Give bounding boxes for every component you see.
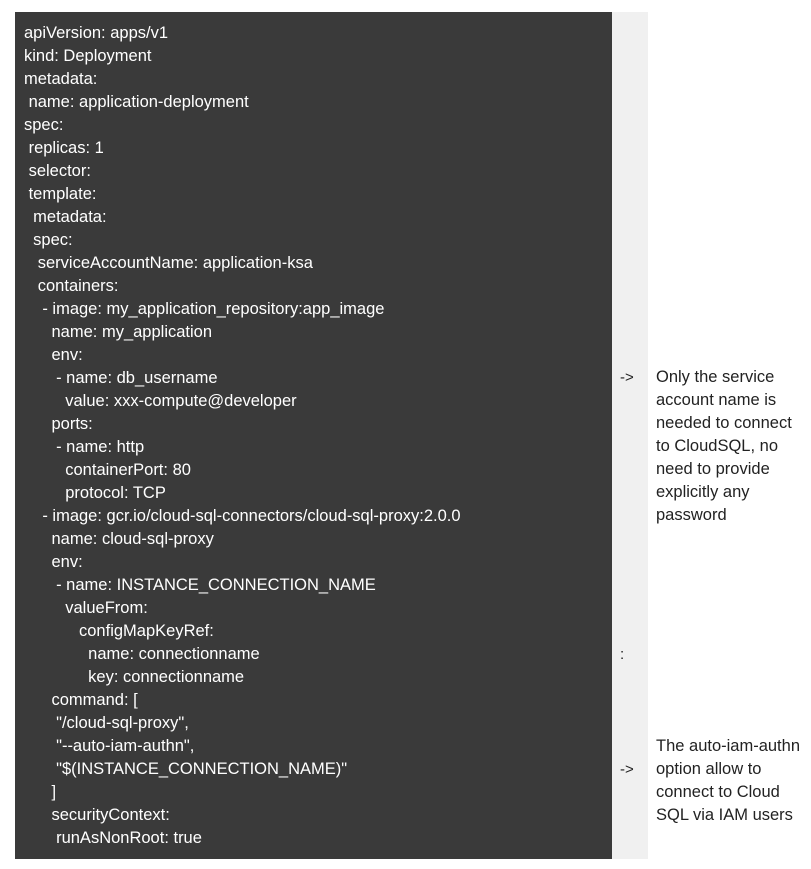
code-line: metadata: (24, 70, 98, 88)
code-line: spec: (24, 116, 64, 134)
code-line: - image: gcr.io/cloud-sql-connectors/cloud-sql-proxy:2.0.0 (24, 507, 461, 525)
code-line: protocol: TCP (24, 484, 166, 502)
code-line: - name: http (24, 438, 145, 456)
code-line: apiVersion: apps/v1 (24, 24, 169, 42)
code-line: "--auto-iam-authn", (24, 737, 195, 755)
code-line: ports: (24, 415, 93, 433)
code-line: kind: Deployment (24, 47, 152, 65)
note-service-account: Only the service account name is needed to connect to CloudSQL, no need to provide explicitly any password (656, 368, 792, 524)
yaml-code-panel (15, 12, 612, 859)
code-line: - name: INSTANCE_CONNECTION_NAME (24, 576, 376, 594)
code-line: serviceAccountName: application-ksa (24, 254, 313, 272)
code-line: runAsNonRoot: true (24, 829, 202, 847)
arrow-marker-service-account: -> (620, 369, 634, 386)
code-line: ] (24, 783, 57, 801)
code-line: template: (24, 185, 97, 203)
code-line: name: cloud-sql-proxy (24, 530, 214, 548)
code-line: env: (24, 553, 83, 571)
colon-marker: : (620, 646, 625, 663)
code-line: key: connectionname (24, 668, 245, 686)
code-line: valueFrom: (24, 599, 148, 617)
code-line: name: application-deployment (24, 93, 249, 111)
arrow-marker-auto-iam: -> (620, 761, 634, 778)
code-line: metadata: (24, 208, 107, 226)
code-line: containerPort: 80 (24, 461, 191, 479)
code-line: securityContext: (24, 806, 170, 824)
annotation-gutter (612, 12, 648, 859)
note-auto-iam-authn: The auto-iam-authn option allow to connect to Cloud SQL via IAM users (656, 737, 800, 824)
code-line: command: [ (24, 691, 138, 709)
code-line: name: my_application (24, 323, 213, 341)
code-line: configMapKeyRef: (24, 622, 214, 640)
code-line: env: (24, 346, 83, 364)
code-line: replicas: 1 (24, 139, 104, 157)
code-line: containers: (24, 277, 119, 295)
code-line: - name: db_username (24, 369, 218, 387)
code-line: selector: (24, 162, 91, 180)
code-line: value: xxx-compute@developer (24, 392, 297, 410)
code-line: "$(INSTANCE_CONNECTION_NAME)" (24, 760, 348, 778)
code-line: spec: (24, 231, 73, 249)
code-line: name: connectionname (24, 645, 260, 663)
code-line: - image: my_application_repository:app_image (24, 300, 385, 318)
code-line: "/cloud-sql-proxy", (24, 714, 189, 732)
